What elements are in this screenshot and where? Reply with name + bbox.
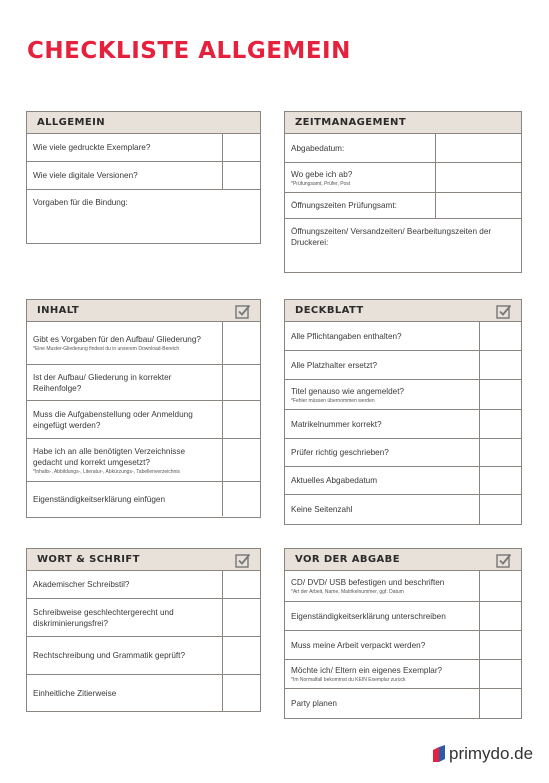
checklist-row — [27, 162, 260, 190]
row-text[interactable]: Vorgaben für die Bindung: — [33, 198, 128, 207]
answer-box[interactable] — [222, 134, 260, 161]
answer-box[interactable] — [435, 193, 521, 218]
checklist-row — [27, 675, 260, 711]
check-box[interactable] — [479, 602, 521, 630]
checklist-row — [285, 689, 521, 718]
row-text: Muss meine Arbeit verpackt werden? — [291, 640, 426, 650]
check-box[interactable] — [222, 322, 260, 364]
check-box[interactable] — [479, 410, 521, 438]
checklist-row — [285, 163, 521, 193]
row-text-wrap — [285, 571, 479, 601]
row-text: Titel genauso wie angemeldet? — [291, 386, 405, 396]
checklist-row — [285, 602, 521, 631]
check-box[interactable] — [479, 439, 521, 466]
check-box[interactable] — [479, 495, 521, 524]
check-box[interactable] — [479, 631, 521, 659]
section-deckblatt — [284, 299, 522, 525]
row-text: Habe ich an alle benötigten Verzeichnisse gedacht und korrekt umgesetzt? — [33, 446, 186, 467]
section-heading: ZEITMANAGEMENT — [295, 117, 407, 128]
row-text: Aktuelles Abgabedatum — [291, 476, 378, 485]
row-note: *Fehler müssen übernommen werden — [291, 397, 375, 404]
check-box[interactable] — [479, 660, 521, 688]
row-note: *Eine Muster-Gliederung findest du in unserem Download-Bereich — [33, 346, 180, 352]
primydo-logo-icon — [432, 745, 446, 763]
row-text: Wie viele digitale Versionen? — [33, 171, 138, 180]
row-text: Keine Seitenzahl — [291, 505, 353, 514]
row-text: Abgabedatum: — [291, 143, 345, 153]
row-text: Wo gebe ich ab? — [291, 169, 353, 179]
row-note: *Inhalts-, Abbildungs-, Literatur-, Abkürzungs-, Tabellenverzeichnis — [33, 468, 180, 475]
row-text-wrap — [27, 439, 222, 481]
section-header — [285, 300, 521, 322]
checklist-row — [285, 351, 521, 380]
section-heading: ALLGEMEIN — [37, 117, 105, 128]
check-box[interactable] — [479, 467, 521, 494]
answer-box[interactable] — [435, 163, 521, 192]
brand-name: primydo.de — [449, 744, 534, 763]
checklist-row — [285, 571, 521, 602]
check-box[interactable] — [222, 439, 260, 481]
row-text: Öffnungszeiten Prüfungsamt: — [291, 201, 397, 210]
section-header — [285, 112, 521, 134]
check-box[interactable] — [222, 637, 260, 674]
row-text: Wie viele gedruckte Exemplare? — [33, 143, 151, 152]
section-wort-schrift — [26, 548, 261, 712]
row-text: Muss die Aufgabenstellung oder Anmeldung eingefügt werden? — [33, 409, 193, 430]
checklist-row — [27, 322, 260, 365]
checklist-row — [285, 193, 521, 219]
check-box[interactable] — [479, 689, 521, 718]
checkbox-icon — [496, 303, 512, 319]
checklist-row — [285, 631, 521, 660]
checklist-row — [285, 495, 521, 524]
checklist-row — [27, 482, 260, 516]
checklist-row — [285, 660, 521, 689]
checklist-row — [27, 365, 260, 401]
row-note: *Im Normalfall bekommst du KEIN Exemplar zurück — [291, 677, 406, 683]
row-text: Ist der Aufbau/ Gliederung in korrekter Reihenfolge? — [33, 372, 172, 393]
section-heading: DECKBLATT — [295, 305, 364, 316]
answer-box[interactable] — [435, 134, 521, 162]
section-header — [27, 549, 260, 571]
row-text: Rechtschreibung und Grammatik geprüft? — [33, 651, 186, 660]
check-box[interactable] — [222, 482, 260, 516]
row-text-wrap — [285, 660, 479, 688]
section-zeitmanagement — [284, 111, 522, 273]
row-text: Möchte ich/ Eltern ein eigenes Exemplar? — [291, 666, 443, 675]
checklist-row — [285, 380, 521, 410]
row-text: Party planen — [291, 699, 337, 708]
page-title: CHECKLISTE ALLGEMEIN — [27, 38, 351, 64]
check-box[interactable] — [222, 571, 260, 598]
check-box[interactable] — [479, 571, 521, 601]
checklist-row — [285, 439, 521, 467]
section-vor-der-abgabe — [284, 548, 522, 719]
section-heading: WORT & SCHRIFT — [37, 554, 140, 565]
check-box[interactable] — [222, 401, 260, 438]
check-box[interactable] — [222, 599, 260, 636]
checklist-row — [285, 322, 521, 351]
section-header — [27, 112, 260, 134]
section-allgemein — [26, 111, 261, 244]
check-box[interactable] — [479, 380, 521, 409]
checklist-row — [27, 439, 260, 482]
row-text-wrap — [285, 380, 479, 409]
row-text: Alle Platzhalter ersetzt? — [291, 360, 378, 370]
checklist-row — [285, 219, 521, 272]
row-text: Eigenständigkeitserklärung einfügen — [33, 494, 165, 504]
checkbox-icon — [235, 303, 251, 319]
check-box[interactable] — [222, 675, 260, 711]
row-text: Prüfer richtig geschrieben? — [291, 448, 389, 457]
section-heading: VOR DER ABGABE — [295, 554, 400, 565]
row-text: Akademischer Schreibstil? — [33, 580, 130, 589]
checklist-row — [27, 571, 260, 599]
checklist-row — [27, 599, 260, 637]
section-inhalt — [26, 299, 261, 518]
checklist-row — [285, 410, 521, 439]
checklist-row — [27, 637, 260, 675]
row-note: *Prüfungsamt, Prüfer, Post — [291, 180, 351, 187]
checkbox-icon — [235, 552, 251, 568]
row-text: CD/ DVD/ USB befestigen und beschriften — [291, 578, 445, 587]
brand-logo — [432, 744, 533, 764]
check-box[interactable] — [479, 322, 521, 350]
row-text-wrap — [285, 163, 435, 192]
checklist-row — [27, 190, 260, 243]
checklist-row — [285, 134, 521, 163]
row-text: Gibt es Vorgaben für den Aufbau/ Gliederung? — [33, 335, 201, 344]
row-text: Eigenständigkeitserklärung unterschreiben — [291, 611, 446, 621]
section-header — [27, 300, 260, 322]
section-header — [285, 549, 521, 571]
row-text: Schreibweise geschlechtergerecht und diskriminierungsfrei? — [33, 607, 174, 628]
check-box[interactable] — [222, 365, 260, 400]
answer-box[interactable] — [222, 162, 260, 189]
checklist-row — [27, 401, 260, 439]
checkbox-icon — [496, 552, 512, 568]
row-text: Matrikelnummer korrekt? — [291, 419, 382, 429]
row-text-wrap — [27, 322, 222, 364]
checklist-row — [285, 467, 521, 495]
section-heading: INHALT — [37, 305, 80, 316]
row-text[interactable]: Öffnungszeiten/ Versandzeiten/ Bearbeitungszeiten der Druckerei: — [291, 227, 492, 247]
checklist-row — [27, 134, 260, 162]
check-box[interactable] — [479, 351, 521, 379]
row-note: *Art der Arbeit, Name, Matrikelnummer, ggf. Datum — [291, 589, 404, 595]
row-text: Alle Pflichtangaben enthalten? — [291, 331, 402, 341]
row-text: Einheitliche Zitierweise — [33, 688, 117, 698]
